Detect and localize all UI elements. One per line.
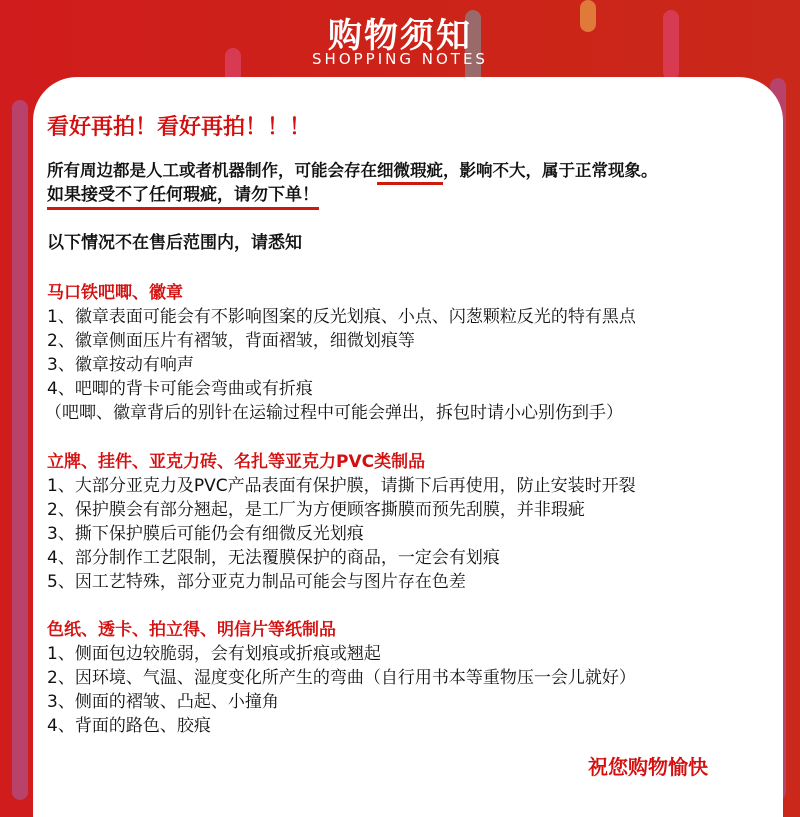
intro-highlight: 细微瑕疵 xyxy=(377,161,443,185)
intro-text-end: ，影响不大，属于正常现象。 xyxy=(443,161,658,180)
footer-greeting: 祝您购物愉快 xyxy=(588,755,708,779)
list-item: 4、吧唧的背卡可能会弯曲或有折痕 xyxy=(47,379,313,399)
list-item: 4、部分制作工艺限制，无法覆膜保护的商品，一定会有划痕 xyxy=(47,548,500,568)
warning-heading: 看好再拍！看好再拍！！！ xyxy=(47,115,312,140)
page-subtitle: SHOPPING NOTES xyxy=(312,50,488,68)
list-item: 1、侧面包边较脆弱，会有划痕或折痕或翘起 xyxy=(47,644,381,664)
section-heading: 马口铁吧唧、徽章 xyxy=(47,283,183,303)
intro-text: 所有周边都是人工或者机器制作，可能会存在 xyxy=(47,161,377,180)
list-item: 3、撕下保护膜后可能仍会有细微反光划痕 xyxy=(47,524,364,544)
list-item: 1、徽章表面可能会有不影响图案的反光划痕、小点、闪葱颗粒反光的特有黑点 xyxy=(47,307,636,327)
intro-line-1 xyxy=(47,160,658,182)
intro-line-2 xyxy=(47,184,319,206)
page-title: 购物须知 xyxy=(328,16,472,56)
list-item: 3、徽章按动有响声 xyxy=(47,355,194,375)
list-item: 1、大部分亚克力及PVC产品表面有保护膜，请撕下后再使用，防止安装时开裂 xyxy=(47,476,636,496)
list-item: 2、保护膜会有部分翘起，是工厂为方便顾客撕膜而预先刮膜，并非瑕疵 xyxy=(47,500,585,520)
list-item-note: （吧唧、徽章背后的别针在运输过程中可能会弹出，拆包时请小心别伤到手） xyxy=(45,403,623,423)
list-item: 5、因工艺特殊，部分亚克力制品可能会与图片存在色差 xyxy=(47,572,466,592)
list-item: 3、侧面的褶皱、凸起、小撞角 xyxy=(47,692,279,712)
notice-text: 以下情况不在售后范围内，请悉知 xyxy=(47,233,302,253)
list-item: 4、背面的路色、胶痕 xyxy=(47,716,211,736)
list-item: 2、因环境、气温、湿度变化所产生的弯曲（自行用书本等重物压一会儿就好） xyxy=(47,668,636,688)
list-item: 2、徽章侧面压片有褶皱，背面褶皱，细微划痕等 xyxy=(47,331,415,351)
intro-warning: 如果接受不了任何瑕疵，请勿下单！ xyxy=(47,185,319,210)
section-heading: 色纸、透卡、拍立得、明信片等纸制品 xyxy=(47,620,336,640)
section-heading: 立牌、挂件、亚克力砖、名扎等亚克力PVC类制品 xyxy=(47,452,426,472)
